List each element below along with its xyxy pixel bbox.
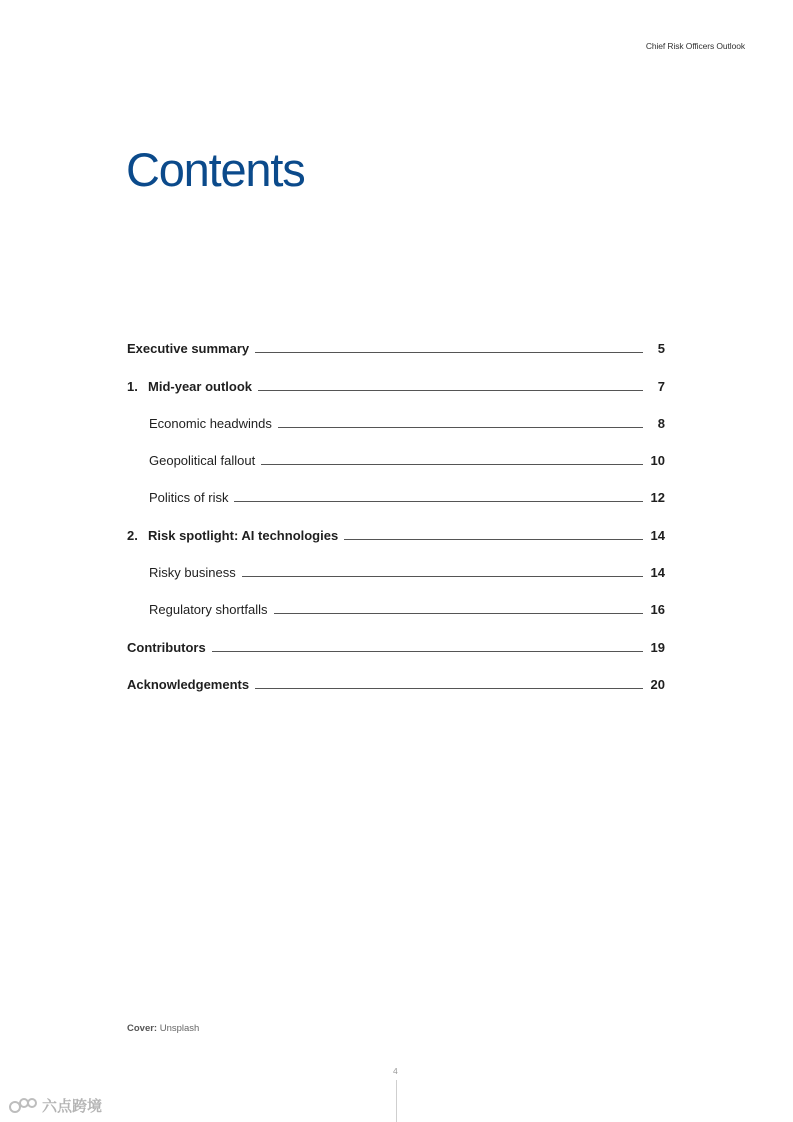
page-divider [396,1080,397,1122]
toc-entry-page: 14 [650,565,665,581]
cover-credit-label: Cover: [127,1023,158,1034]
toc-entry-label [127,341,249,356]
toc-entry-number: 1. [127,378,138,394]
toc-entry[interactable] [127,328,665,365]
toc-entry-text: Risky business [149,565,236,581]
toc-entry-page: 19 [650,639,665,655]
toc-entry-label [127,677,249,692]
toc-entry-label [127,416,272,431]
toc-leader-line [212,651,643,652]
toc-entry-page: 12 [650,490,665,506]
toc-entry-page: 10 [650,453,665,469]
page-number: 4 [393,1066,398,1076]
page-title: Contents [126,143,305,196]
toc-entry-page: 8 [657,415,665,431]
cover-credit-source: Unsplash [159,1023,200,1034]
toc-entry[interactable] [127,552,665,589]
toc-leader-line [255,352,643,353]
toc-leader-line [258,390,643,391]
toc-leader-line [255,688,643,689]
watermark-text: 六点跨境 [42,1098,103,1115]
cover-credit [127,1023,199,1034]
toc-entry-label [127,379,252,394]
toc-entry-text: Acknowledgements [127,676,250,692]
toc-leader-line [274,613,644,614]
toc-entry-page: 5 [657,341,665,357]
toc-entry[interactable] [127,403,665,440]
toc-entry-label [127,640,206,655]
toc-entry-page: 16 [650,602,665,618]
toc-entry-label [127,602,268,617]
toc-leader-line [261,464,643,465]
toc-entry-text: Contributors [127,639,206,655]
toc-entry-text: Politics of risk [149,490,229,506]
toc-entry[interactable] [127,440,665,477]
toc-entry[interactable] [127,626,665,663]
toc-entry-text: Executive summary [127,341,250,357]
toc-entry-label [127,565,236,580]
toc-entry-text: Risk spotlight: AI technologies [148,527,339,543]
toc-entry-number: 2. [127,527,138,543]
toc-entry-label [127,453,255,468]
toc-entry-page: 20 [650,676,665,692]
toc-entry-page: 14 [650,527,665,543]
running-header: Chief Risk Officers Outlook [645,41,745,51]
toc-entry-text: Regulatory shortfalls [149,602,268,618]
toc-entry[interactable] [127,477,665,514]
toc-entry-text: Geopolitical fallout [149,453,256,469]
toc-leader-line [344,539,643,540]
watermark-logo-icon [8,1096,38,1116]
toc-entry[interactable] [127,589,665,626]
toc-entry-text: Mid-year outlook [148,378,253,394]
toc-entry-label [127,490,228,505]
toc-leader-line [278,427,643,428]
watermark [8,1095,102,1116]
toc-entry[interactable] [127,664,665,701]
toc-entry-label [127,528,338,543]
toc-entry[interactable] [127,365,665,402]
toc-entry-page: 7 [657,378,665,394]
table-of-contents [127,328,665,701]
toc-leader-line [234,501,643,502]
toc-entry[interactable] [127,514,665,551]
toc-entry-text: Economic headwinds [149,415,272,431]
toc-leader-line [242,576,643,577]
